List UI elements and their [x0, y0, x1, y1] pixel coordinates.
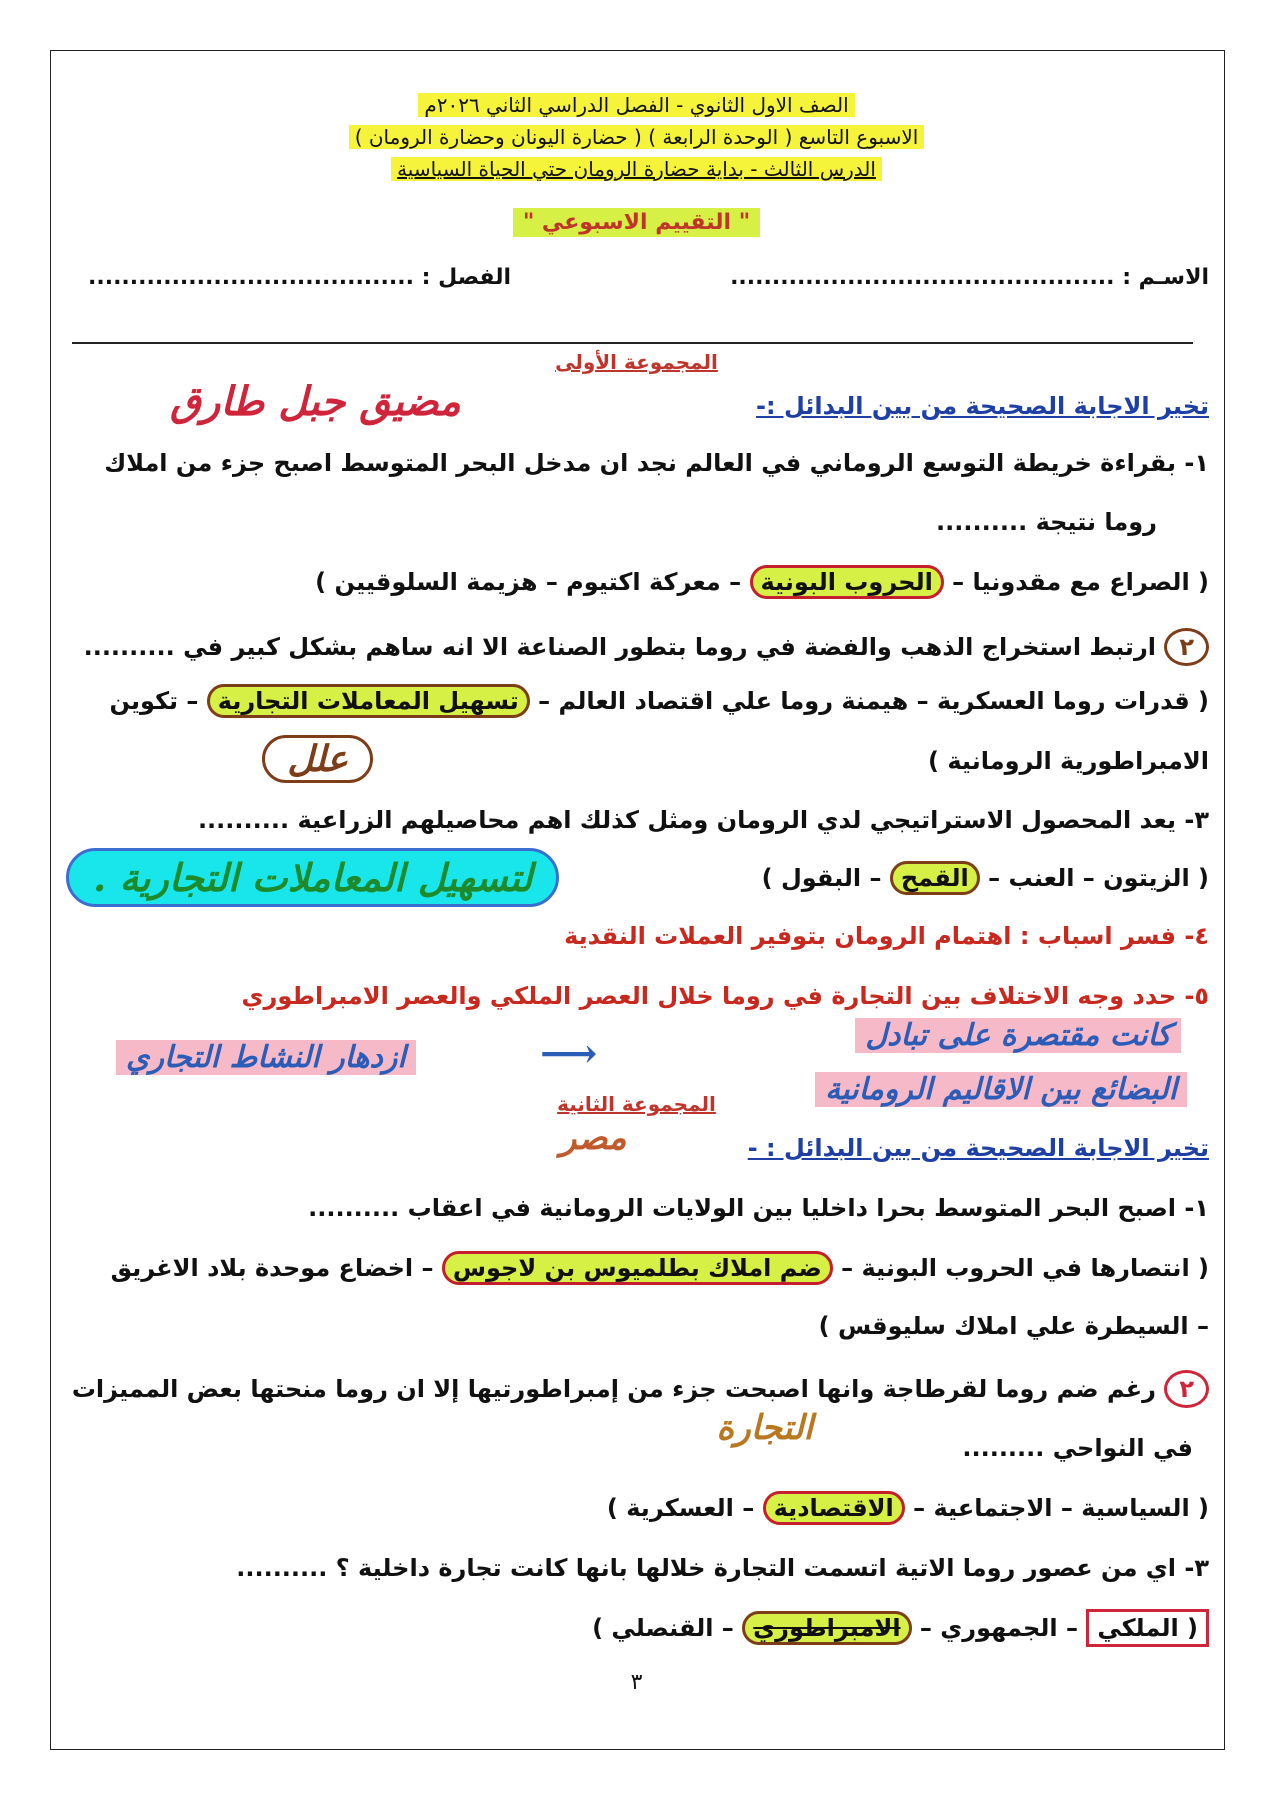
g1-q1-options: ( الصراع مع مقدونيا – الحروب البونية – معركة اكتيوم – هزيمة السلوقيين ) — [315, 566, 1209, 598]
g2-q3-options: ( الملكي – الجمهوري – الامبراطوري – القنصلي ) — [592, 1612, 1209, 1644]
g2-q2-line1: ٢ رغم ضم روما لقرطاجة وانها اصبحت جزء من إمبراطورتيها إلا ان روما منحتها بعض المميزات — [72, 1370, 1209, 1408]
g1-q4: ٤- فسر اسباب : اهتمام الرومان بتوفير العملات النقدية — [564, 922, 1209, 950]
handwritten-egypt: مصر — [560, 1118, 627, 1158]
handwritten-imperial-answer: ازدهار النشاط التجاري — [116, 1040, 416, 1075]
handwritten-strait: مضيق جبل طارق — [170, 378, 461, 425]
g1-q2-options: ( قدرات روما العسكرية – هيمنة روما علي اقتصاد العالم – تسهيل المعاملات التجارية – تكوين — [109, 685, 1209, 717]
group2-title: المجموعة الثانية — [557, 1092, 716, 1116]
g2-q1-line3: – السيطرة علي املاك سليوقس ) — [818, 1312, 1209, 1340]
header-line-2: الاسبوع التاسع ( الوحدة الرابعة ) ( حضارة اليونان وحضارة الرومان ) — [0, 124, 1273, 150]
g2-q2-answer: الاقتصادية — [763, 1491, 905, 1525]
class-field: الفصل : ....................................... — [88, 265, 512, 290]
g2-q3-line1: ٣- اي من عصور روما الاتية اتسمت التجارة خلالها بانها كانت تجارة داخلية ؟ .......... — [236, 1554, 1209, 1582]
divider — [72, 342, 1193, 344]
group1-instruction: تخير الاجابة الصحيحة من بين البدائل :- — [756, 392, 1209, 420]
handwritten-royal-answer-2: البضائع بين الاقاليم الرومانية — [815, 1072, 1187, 1107]
g1-q2-line1: ٢ ارتبط استخراج الذهب والفضة في روما بتطور الصناعة الا انه ساهم بشكل كبير في .......... — [84, 628, 1209, 666]
handwritten-explain: علل — [262, 735, 373, 783]
handwritten-trade: التجارة — [716, 1408, 813, 1448]
g1-q3-line1: ٣- يعد المحصول الاستراتيجي لدي الرومان ومثل كذلك اهم محاصيلهم الزراعية .......... — [197, 806, 1209, 834]
g1-q1-answer: الحروب البونية — [750, 565, 944, 599]
page-title: " التقييم الاسبوعي " — [0, 210, 1273, 236]
g2-q3-crossed-option: الامبراطوري — [742, 1611, 911, 1645]
g1-q2-answer: تسهيل المعاملات التجارية — [207, 684, 530, 718]
g2-q2-options: ( السياسية – الاجتماعية – الاقتصادية – العسكرية ) — [607, 1492, 1209, 1524]
g2-q1-answer: ضم املاك بطلميوس بن لاجوس — [442, 1251, 833, 1285]
handwritten-royal-answer: كانت مقتصرة على تبادل — [855, 1018, 1181, 1053]
group1-title: المجموعة الأولى — [555, 350, 718, 374]
group2-instruction: تخير الاجابة الصحيحة من بين البدائل : - — [747, 1134, 1209, 1162]
g2-q3-answer: ( الملكي — [1086, 1609, 1209, 1647]
g1-q3-answer: القمح — [890, 861, 980, 895]
header-line-3: الدرس الثالث - بداية حضارة الرومان حتي الحياة السياسية — [0, 156, 1273, 182]
g2-q2-line2: في النواحي ......... — [962, 1434, 1193, 1462]
g2-q1-line1: ١- اصبح البحر المتوسط بحرا داخليا بين الولايات الرومانية في اعقاب .......... — [308, 1194, 1209, 1222]
name-field: الاسـم : .............................................. — [730, 265, 1209, 290]
arrow-icon: ⟶ — [540, 1030, 598, 1077]
g1-q1-line1: ١- بقراءة خريطة التوسع الروماني في العالم نجد ان مدخل البحر المتوسط اصبح جزء من املاك — [104, 449, 1209, 477]
handwritten-answer-q4: لتسهيل المعاملات التجارية . — [66, 848, 559, 907]
g1-q5: ٥- حدد وجه الاختلاف بين التجارة في روما خلال العصر الملكي والعصر الامبراطوري — [241, 982, 1209, 1010]
page-number: ٣ — [630, 1670, 643, 1695]
g2-q1-options: ( انتصارها في الحروب البونية – ضم املاك بطلميوس بن لاجوس – اخضاع موحدة بلاد الاغريق — [111, 1252, 1209, 1284]
g1-q2-line3: الامبراطورية الرومانية ) — [928, 747, 1209, 775]
header-line-1: الصف الاول الثانوي - الفصل الدراسي الثاني ٢٠٢٦م — [0, 92, 1273, 118]
g1-q1-line2: روما نتيجة .......... — [936, 508, 1157, 536]
g1-q3-options: ( الزيتون – العنب – القمح – البقول ) — [762, 862, 1209, 894]
